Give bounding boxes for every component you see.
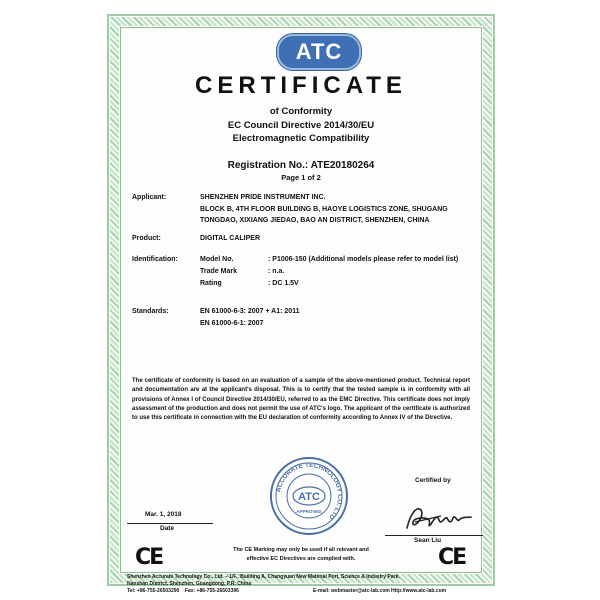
applicant-label: Applicant: — [132, 194, 167, 201]
model-no-value: : P1006-150 (Additional models please refer to model list) — [268, 256, 459, 263]
trade-mark-label: Trade Mark — [200, 268, 237, 275]
ce-mark-left: CE — [135, 545, 163, 570]
issue-date: Mar. 1, 2018 — [145, 511, 182, 518]
product-label: Product: — [132, 235, 161, 242]
seal-ring-text: ACCURATE TECHNOLOGY CO. LTD — [275, 461, 344, 521]
applicant-value — [200, 192, 448, 227]
footer-line: Shenzhen Accurate Technology Co., Ltd. – 1/F., Building A, Changyuan New Material Port, Science & Industry Park, — [127, 574, 400, 580]
page-number: Page 1 of 2 — [281, 173, 321, 182]
subtitle-directive: EC Council Directive 2014/30/EU — [227, 120, 375, 131]
standards-label: Standards: — [132, 308, 169, 315]
atc-logo: ATC — [277, 34, 361, 70]
ce-note-line: The CE Marking may only be used if all relevant and — [233, 547, 369, 553]
signature-line — [385, 535, 483, 536]
seal-center-text: ATC — [298, 491, 320, 503]
footer-line: Nanshan District, Shenzhen, Guangdong, P.R. China — [127, 580, 252, 587]
atc-approved-seal — [269, 456, 349, 536]
registration-number: Registration No.: ATE20180264 — [227, 160, 375, 171]
applicant-line: BLOCK B, 4TH FLOOR BUILDING B, HAOYE LOGISTICS ZONE, SHUGANG — [200, 205, 448, 213]
certificate — [107, 14, 495, 594]
product-value: DIGITAL CALIPER — [200, 235, 261, 242]
date-label: Date — [160, 525, 175, 532]
model-no-label: Model No. — [200, 256, 234, 263]
date-line — [127, 523, 213, 524]
footer-web: Http://www.atc-lab.com — [391, 588, 447, 594]
standard-line: EN 61000-6-3: 2007 + A1: 2011 — [200, 308, 300, 315]
ce-note — [203, 546, 399, 564]
seal-bottom-text: APPROVED — [296, 509, 322, 514]
applicant-line: SHENZHEN PRIDE INSTRUMENT INC. — [200, 194, 326, 201]
subtitle-emc: Electromagnetic Compatibility — [232, 133, 370, 144]
trade-mark-value: : n.a. — [268, 268, 285, 275]
certificate-title: CERTIFICATE — [195, 72, 407, 99]
conformity-statement: The certificate of conformity is based on an evaluation of a sample of the above-mentioned product. Technical report and documentation are at the applicant's disposal. This is to certify that the tested sample is in conformity with all provisions of Annex I of Council Directive 2014/30/EU, referred to as the EMC Directive. This certificate does not imply assessment of the production and does not permit the use of ATC's logo. The applicant of the certificate is authorized to use this certificate in connection with the EU declaration of conformity according to Annex IV of the Directive. — [132, 378, 470, 422]
signature — [401, 498, 481, 538]
standards-value — [200, 306, 300, 329]
rating-value: : DC 1.5V — [268, 280, 299, 287]
ce-mark-right: CE — [438, 545, 466, 570]
footer-line: Tel: +86-755-26503290 Fax: +86-755-26503396 — [127, 587, 239, 594]
signer-name: Sean Liu — [414, 537, 442, 544]
certified-by-label: Certified by — [415, 477, 451, 484]
applicant-line: TONGDAO, XIXIANG JIEDAO, BAO AN DISTRICT, SHENZHEN, CHINA — [200, 217, 430, 224]
rating-label: Rating — [200, 280, 222, 287]
identification-label: Identification: — [132, 256, 178, 263]
footer-email: E-mail: webmaster@atc-lab.com — [313, 588, 390, 594]
standard-line: EN 61000-6-1: 2007 — [200, 319, 264, 327]
subtitle-conformity: of Conformity — [269, 106, 333, 117]
ce-note-line: effective EC Directives are complied with. — [246, 556, 356, 562]
